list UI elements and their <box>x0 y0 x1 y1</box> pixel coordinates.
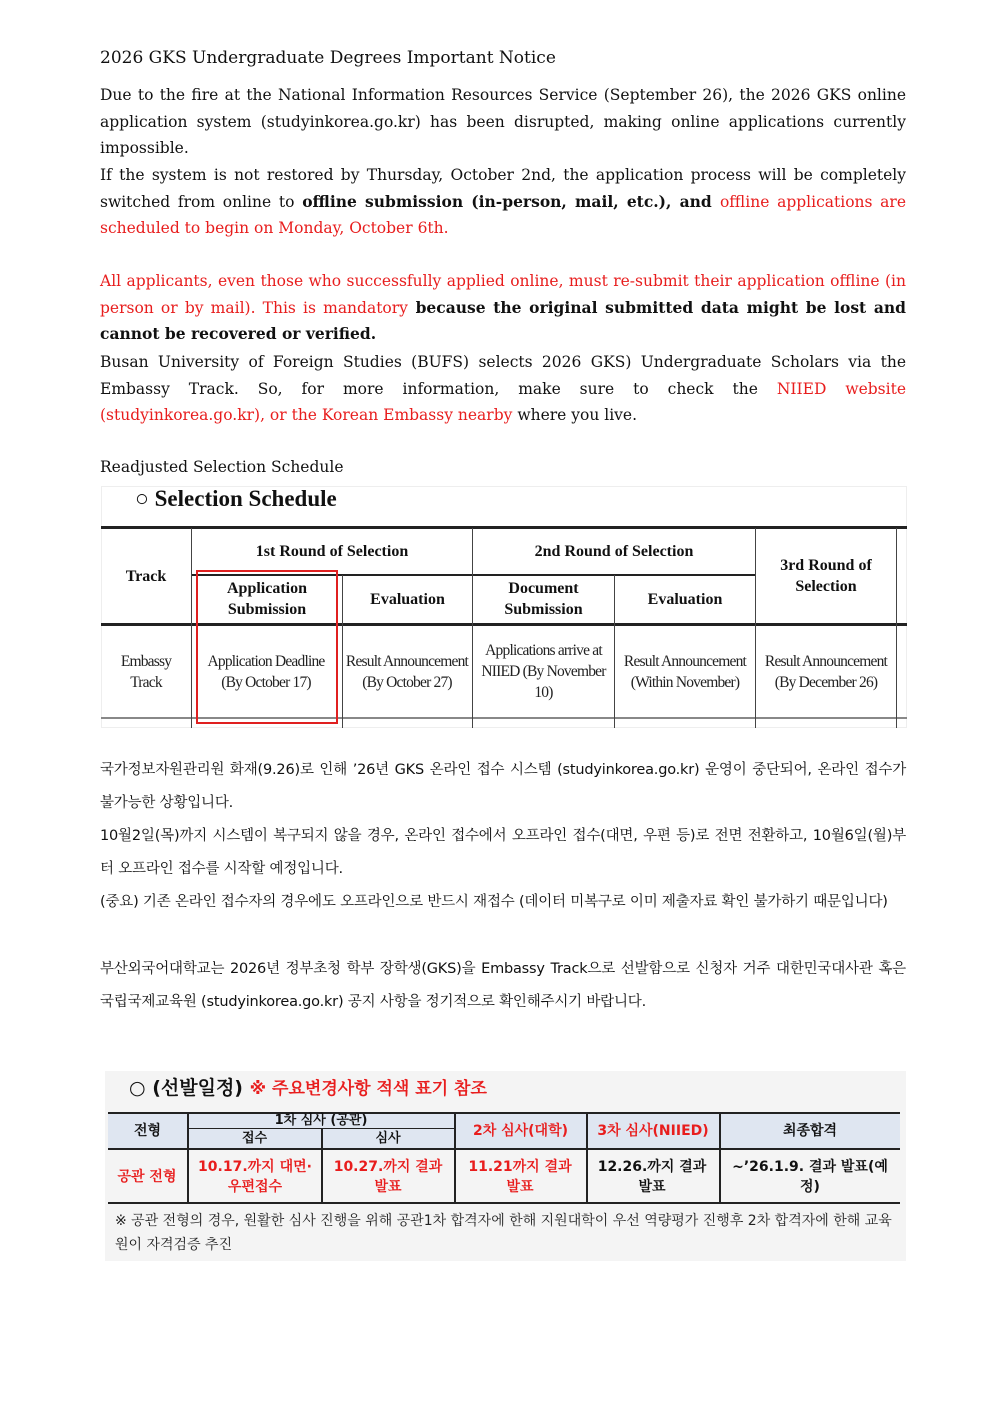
korean-paragraph-1: 국가정보자원관리원 화재(9.26)로 인해 ’26년 GKS 온라인 접수 시스템 (studyinkorea.go.kr) 운영이 중단되어, 온라인 접수가 불가능한 상황입니다. <box>100 762 906 811</box>
highlight-box <box>196 570 338 724</box>
table-divider <box>755 528 756 728</box>
paragraph-offline-switch <box>100 162 906 242</box>
page-title: 2026 GKS Undergraduate Degrees Important Notice <box>100 48 556 68</box>
cell-application-deadline: Application Deadline (By October 17) <box>207 652 325 691</box>
schedule-heading-en: ○ Selection Schedule <box>135 486 337 511</box>
p4-text-b: NIIED website (studyinkorea.go.kr), or the Korean Embassy nearby <box>100 379 906 425</box>
p3-text-b: because the original submitted data might be lost and cannot be recovered or verified. <box>100 297 906 344</box>
header-document-submission: Document Submission <box>504 580 583 618</box>
cell-result-oct27: Result Announcement (By October 27) <box>345 652 469 691</box>
cell-ko-round2: 11.21까지 결과 발표 <box>468 1158 572 1195</box>
schedule-heading-ko-note: ※ 주요변경사항 적색 표기 참조 <box>249 1079 487 1099</box>
p4-text-c: where you live. <box>512 406 638 425</box>
table-divider <box>896 528 897 728</box>
cell-result-november: Result Announcement (Within November) <box>623 652 747 691</box>
p4-text-a: Busan University of Foreign Studies (BUFS) selects 2026 GKS) Undergraduate Scholars via the Embassy Track. So, for more information, make sure to check the <box>100 353 906 398</box>
p2-text-a: If the system is not restored by Thursday, October 2nd, the application process will be completely switched from online to <box>100 166 906 211</box>
schedule-heading-ko-label: ○ (선발일정) <box>129 1077 243 1099</box>
cell-ko-review: 10.27.까지 결과 발표 <box>333 1158 443 1195</box>
header-review: 심사 <box>375 1130 401 1146</box>
header-final: 최종합격 <box>782 1123 838 1139</box>
p3-text-a: All applicants, even those who successfully applied online, must re-submit their application offline (in person or by mail). This is mandatory <box>100 272 906 317</box>
table-rule <box>108 1202 900 1204</box>
selection-schedule-table-ko <box>105 1071 906 1261</box>
cell-niied-arrival: Applications arrive at NIIED (By November 10) <box>481 642 606 701</box>
header-application-submission: Application Submission <box>226 580 307 618</box>
header-receive: 접수 <box>241 1130 268 1146</box>
paragraph-fire-notice: Due to the fire at the National Information Resources Service (September 26), the 2026 GKS online application system (studyinkorea.go.kr) has been disrupted, making online applications currently impossible. <box>100 86 906 158</box>
korean-paragraph-2: 10월2일(목)까지 시스템이 복구되지 않을 경우, 온라인 접수에서 오프라인 접수(대면, 우편 등)로 전면 전환하고, 10월6일(월)부터 오프라인 접수를 시작할 예정입니다. <box>100 828 906 877</box>
cell-result-dec26: Result Announcement (By December 26) <box>764 652 888 691</box>
schedule-footnote-ko: ※ 공관 전형의 경우, 원활한 심사 진행을 위해 공관1차 합격자에 한해 지원대학이 우선 역량평가 진행후 2차 합격자에 한해 교육원이 자격검증 추진 <box>115 1213 892 1253</box>
header-round1: 1st Round of Selection <box>255 543 409 560</box>
cell-ko-round3: 12.26.까지 결과 발표 <box>597 1158 707 1195</box>
p2-text-c: offline applications are scheduled to begin on Monday, October 6th. <box>100 192 907 238</box>
cell-ko-final: ~’26.1.9. 결과 발표(예정) <box>732 1158 888 1195</box>
p2-text-b: offline submission (in-person, mail, etc.), and <box>302 191 720 211</box>
header-evaluation-1: Evaluation <box>370 590 445 608</box>
header-evaluation-2: Evaluation <box>647 590 723 608</box>
cell-ko-receive: 10.17.까지 대면·우편접수 <box>198 1158 312 1195</box>
row-type-embassy: 공관 전형 <box>117 1168 177 1185</box>
schedule-heading-ko <box>129 1073 487 1100</box>
header-round1-ko: 1차 심사 (공관) <box>274 1112 368 1128</box>
table-rule <box>108 1148 900 1150</box>
selection-schedule-table-en <box>101 486 907 728</box>
row-embassy-track: Embassy Track <box>120 652 172 691</box>
korean-paragraph-3: (중요) 기존 온라인 접수자의 경우에도 오프라인으로 반드시 재접수 (데이터 미복구로 이미 제출자료 확인 불가하기 때문입니다) <box>100 894 888 910</box>
paragraph-resubmit <box>100 268 906 348</box>
paragraph-bufs <box>100 349 906 429</box>
header-track: Track <box>125 567 167 585</box>
section-title-schedule: Readjusted Selection Schedule <box>100 458 344 476</box>
header-round3: 3rd Round of Selection <box>780 557 872 595</box>
header-type: 전형 <box>133 1123 162 1139</box>
header-round2: 2nd Round of Selection <box>534 543 694 560</box>
header-round3-ko: 3차 심사(NIIED) <box>597 1123 709 1139</box>
header-round2-ko: 2차 심사(대학) <box>472 1123 569 1139</box>
korean-paragraph-4: 부산외국어대학교는 2026년 정부초청 학부 장학생(GKS)을 Embassy Track으로 선발함으로 신청자 거주 대한민국대사관 혹은 국립국제교육원 (studyinkorea.go.kr) 공지 사항을 정기적으로 확인해주시기 바랍니다. <box>100 961 906 1010</box>
